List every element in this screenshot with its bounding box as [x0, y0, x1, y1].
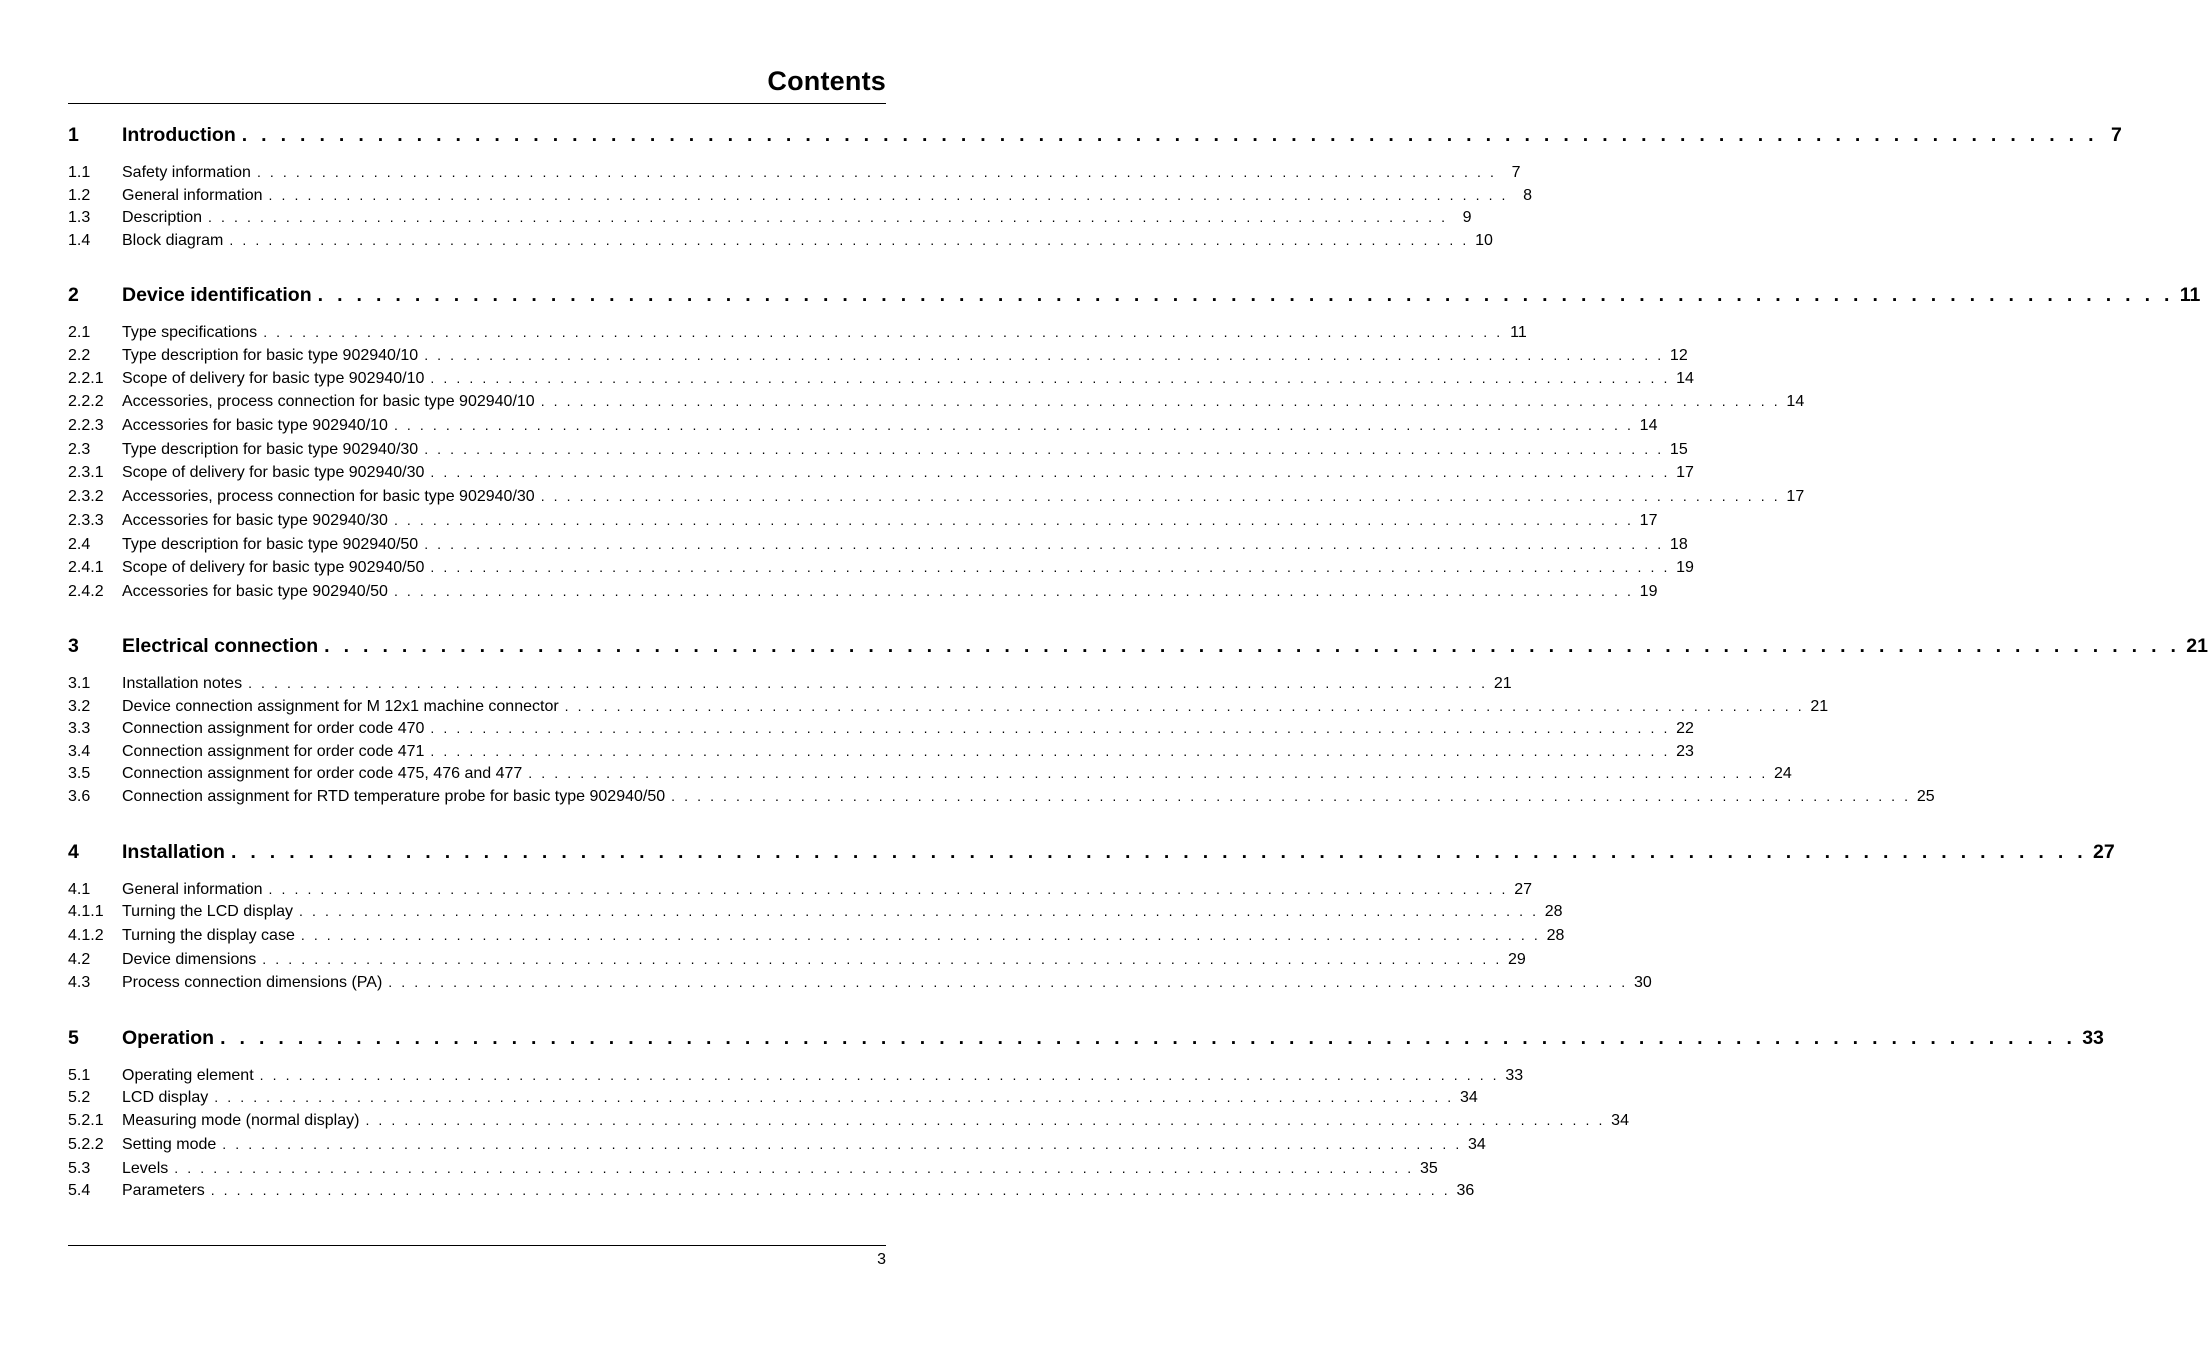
entry-dot-leader: . . . . . . . . . . . . . . . . . . . . . . . . . . . . . . . . . . . . . . . . . . . . . . . . . . . . . . . . . . . . . . . . . . . . . . . . . . . . . . . . . . . . . . . . . . . . . . . .: [564, 698, 1805, 714]
footer-rule: [68, 1245, 886, 1246]
footer-page-number: 3: [877, 1251, 886, 1268]
entry-number: 3.3: [68, 720, 91, 737]
entry-number: 5.2: [68, 1089, 91, 1106]
entry-page-number: 12: [1669, 347, 1688, 364]
toc-entry-row[interactable]: [68, 1089, 1478, 1107]
entry-page-number: 24: [1774, 765, 1792, 782]
entry-label: Block diagram: [122, 232, 224, 249]
toc-entry-row[interactable]: [68, 743, 1694, 761]
entry-label: Turning the LCD display: [122, 903, 294, 920]
entry-number: 3.6: [68, 788, 91, 805]
entry-label: Accessories for basic type 902940/30: [122, 512, 388, 529]
entry-dot-leader: . . . . . . . . . . . . . . . . . . . . . . . . . . . . . . . . . . . . . . . . . . . . . . . . . . . . . . . . . . . . . . . . . . . . . . . . . . . . . . . . . . . . . . . . . . . . . . . .: [671, 788, 1911, 804]
entry-number: 1.3: [68, 209, 91, 226]
toc-entry-row[interactable]: [68, 881, 1533, 899]
toc-entry-row[interactable]: [68, 393, 1805, 411]
entry-number: 3.5: [68, 765, 91, 782]
entry-dot-leader: . . . . . . . . . . . . . . . . . . . . . . . . . . . . . . . . . . . . . . . . . . . . . . . . . . . . . . . . . . . . . . . . . . . . . . . . . . . . . . . . . . . . . . . . . . . . . . . .: [430, 743, 1670, 759]
entry-number: 3.4: [68, 743, 91, 760]
header-rule: [68, 103, 886, 104]
section-number: 1: [68, 124, 79, 146]
section-number: 4: [68, 841, 79, 863]
toc-entry-row[interactable]: [68, 559, 1694, 577]
entry-page-number: 35: [1419, 1160, 1438, 1177]
entry-page-number: 28: [1544, 903, 1563, 920]
entry-dot-leader: . . . . . . . . . . . . . . . . . . . . . . . . . . . . . . . . . . . . . . . . . . . . . . . . . . . . . . . . . . . . . . . . . . . . . . . . . . . . . . . . . . . . . . . . . . . . . . . .: [214, 1089, 1454, 1105]
toc-entry-row[interactable]: [68, 464, 1694, 482]
entry-number: 2.2: [68, 347, 91, 364]
entry-page-number: 25: [1916, 788, 1935, 805]
entry-dot-leader: . . . . . . . . . . . . . . . . . . . . . . . . . . . . . . . . . . . . . . . . . . . . . . . . . . . . . . . . . . . . . . . . . . . . . . . . . . . . . . . . . . . . . . . . . . . . . . . .: [262, 951, 1502, 967]
toc-entry-row[interactable]: [68, 698, 1829, 716]
entry-number: 5.2.1: [68, 1112, 104, 1129]
entry-page-number: 19: [1639, 583, 1658, 600]
toc-section-row[interactable]: [68, 124, 2122, 147]
toc-entry-row[interactable]: [68, 1182, 1475, 1200]
section-number: 3: [68, 635, 79, 657]
entry-dot-leader: . . . . . . . . . . . . . . . . . . . . . . . . . . . . . . . . . . . . . . . . . . . . . . . . . . . . . . . . . . . . . . . . . . . . . . . . . . . . . . . . . . . . . . . . . . . . . . . .: [430, 720, 1670, 736]
entry-number: 2.4: [68, 536, 91, 553]
entry-page-number: 21: [1810, 698, 1829, 715]
entry-label: Type description for basic type 902940/10: [122, 347, 419, 364]
entry-number: 2.3.3: [68, 512, 104, 529]
entry-label: Connection assignment for order code 475, 476 and 477: [122, 765, 523, 782]
entry-page-number: 10: [1475, 232, 1493, 249]
toc-section-row[interactable]: [68, 284, 2201, 307]
entry-label: Process connection dimensions (PA): [122, 974, 383, 991]
entry-page-number: 34: [1468, 1136, 1486, 1153]
entry-dot-leader: . . . . . . . . . . . . . . . . . . . . . . . . . . . . . . . . . . . . . . . . . . . . . . . . . . . . . . . . . . . . . . . . . . . . . . . . . . . . . . . . . . . . . . . . . . . . . . . .: [528, 765, 1768, 781]
entry-number: 5.1: [68, 1067, 91, 1084]
section-page-number: 27: [2093, 841, 2115, 863]
section-dot-leader: . . . . . . . . . . . . . . . . . . . . . . . . . . . . . . . . . . . . . . . . . . . . . . . . . . . . . . . . . . . . . . . . . . . . . . . . . . . . . . . . . . . . . . . . . . . . . . . .: [230, 841, 2088, 863]
entry-label: Setting mode: [122, 1136, 217, 1153]
entry-number: 4.3: [68, 974, 91, 991]
entry-number: 3.1: [68, 675, 91, 692]
entry-label: Measuring mode (normal display): [122, 1112, 360, 1129]
toc-entry-row[interactable]: [68, 675, 1512, 693]
entry-page-number: 18: [1669, 536, 1688, 553]
entry-label: Scope of delivery for basic type 902940/50: [122, 559, 425, 576]
entry-dot-leader: . . . . . . . . . . . . . . . . . . . . . . . . . . . . . . . . . . . . . . . . . . . . . . . . . . . . . . . . . . . . . . . . . . . . . . . . . . . . . . . . . . . . . . . . . . . . . . . .: [268, 187, 1509, 203]
entry-number: 2.4.2: [68, 583, 104, 600]
entry-label: General information: [122, 881, 263, 898]
entry-label: Levels: [122, 1160, 169, 1177]
entry-dot-leader: . . . . . . . . . . . . . . . . . . . . . . . . . . . . . . . . . . . . . . . . . . . . . . . . . . . . . . . . . . . . . . . . . . . . . . . . . . . . . . . . . . . . . . . . . . . . . . . .: [393, 417, 1634, 433]
toc-section-row[interactable]: [68, 1027, 2104, 1050]
entry-label: Operating element: [122, 1067, 254, 1084]
entry-label: Accessories for basic type 902940/50: [122, 583, 388, 600]
toc-entry-row[interactable]: [68, 370, 1694, 388]
section-dot-leader: . . . . . . . . . . . . . . . . . . . . . . . . . . . . . . . . . . . . . . . . . . . . . . . . . . . . . . . . . . . . . . . . . . . . . . . . . . . . . . . . . . . . . . . . . . . . . . . .: [324, 635, 2181, 657]
entry-number: 5.2.2: [68, 1136, 104, 1153]
entry-number: 1.4: [68, 232, 91, 249]
entry-page-number: 17: [1676, 464, 1694, 481]
toc-entry-row[interactable]: [68, 974, 1652, 992]
entry-dot-leader: . . . . . . . . . . . . . . . . . . . . . . . . . . . . . . . . . . . . . . . . . . . . . . . . . . . . . . . . . . . . . . . . . . . . . . . . . . . . . . . . . . . . . . . . . . . . . . . .: [174, 1160, 1414, 1176]
entry-dot-leader: . . . . . . . . . . . . . . . . . . . . . . . . . . . . . . . . . . . . . . . . . . . . . . . . . . . . . . . . . . . . . . . . . . . . . . . . . . . . . . . . . . . . . . . . . . . . . . . .: [210, 1182, 1451, 1198]
toc-entry-row[interactable]: [68, 720, 1694, 738]
section-page-number: 33: [2082, 1027, 2104, 1049]
section-label: Introduction: [122, 124, 236, 146]
entry-label: Description: [122, 209, 203, 226]
toc-entry-row[interactable]: [68, 164, 1521, 182]
toc-entry-row[interactable]: [68, 1136, 1486, 1154]
toc-entry-row[interactable]: [68, 187, 1533, 205]
entry-label: Turning the display case: [122, 927, 295, 944]
entry-dot-leader: . . . . . . . . . . . . . . . . . . . . . . . . . . . . . . . . . . . . . . . . . . . . . . . . . . . . . . . . . . . . . . . . . . . . . . . . . . . . . . . . . . . . . . . . . . . . . . . .: [300, 927, 1541, 943]
toc-entry-row[interactable]: [68, 583, 1658, 601]
entry-dot-leader: . . . . . . . . . . . . . . . . . . . . . . . . . . . . . . . . . . . . . . . . . . . . . . . . . . . . . . . . . . . . . . . . . . . . . . . . . . . . . . . . . . . . . . . . . . . . . . . .: [424, 347, 1664, 363]
toc-entry-row[interactable]: [68, 1067, 1524, 1085]
toc-entry-row[interactable]: [68, 1112, 1629, 1130]
entry-dot-leader: . . . . . . . . . . . . . . . . . . . . . . . . . . . . . . . . . . . . . . . . . . . . . . . . . . . . . . . . . . . . . . . . . . . . . . . . . . . . . . . . . . . . . . . . . . . . . . . .: [208, 209, 1448, 225]
entry-page-number: 29: [1508, 951, 1526, 968]
entry-dot-leader: . . . . . . . . . . . . . . . . . . . . . . . . . . . . . . . . . . . . . . . . . . . . . . . . . . . . . . . . . . . . . . . . . . . . . . . . . . . . . . . . . . . . . . . . . . . . . . . .: [393, 512, 1634, 528]
entry-page-number: 9: [1462, 209, 1472, 226]
entry-number: 2.2.2: [68, 393, 104, 410]
entry-label: Type specifications: [122, 324, 258, 341]
entry-page-number: 15: [1669, 441, 1688, 458]
section-page-number: 7: [2110, 124, 2122, 146]
section-label: Device identification: [122, 284, 312, 306]
toc-entry-row[interactable]: [68, 488, 1805, 506]
entry-dot-leader: . . . . . . . . . . . . . . . . . . . . . . . . . . . . . . . . . . . . . . . . . . . . . . . . . . . . . . . . . . . . . . . . . . . . . . . . . . . . . . . . . . . . . . . . . . . . . . . .: [229, 232, 1469, 248]
entry-label: Accessories for basic type 902940/10: [122, 417, 388, 434]
entry-label: Type description for basic type 902940/50: [122, 536, 419, 553]
entry-label: Connection assignment for RTD temperature probe for basic type 902940/50: [122, 788, 666, 805]
toc-entry-row[interactable]: [68, 441, 1688, 459]
entry-label: Connection assignment for order code 471: [122, 743, 425, 760]
entry-number: 4.1.2: [68, 927, 104, 944]
section-dot-leader: . . . . . . . . . . . . . . . . . . . . . . . . . . . . . . . . . . . . . . . . . . . . . . . . . . . . . . . . . . . . . . . . . . . . . . . . . . . . . . . . . . . . . . . . . . . . . . . .: [241, 124, 2098, 146]
toc-entry-row[interactable]: [68, 765, 1792, 783]
entry-page-number: 17: [1639, 512, 1658, 529]
entry-number: 5.4: [68, 1182, 91, 1199]
entry-page-number: 14: [1786, 393, 1805, 410]
entry-dot-leader: . . . . . . . . . . . . . . . . . . . . . . . . . . . . . . . . . . . . . . . . . . . . . . . . . . . . . . . . . . . . . . . . . . . . . . . . . . . . . . . . . . . . . . . . . . . . . . . .: [540, 488, 1781, 504]
entry-dot-leader: . . . . . . . . . . . . . . . . . . . . . . . . . . . . . . . . . . . . . . . . . . . . . . . . . . . . . . . . . . . . . . . . . . . . . . . . . . . . . . . . . . . . . . . . . . . . . . . .: [424, 536, 1664, 552]
entry-number: 4.2: [68, 951, 91, 968]
entry-page-number: 33: [1505, 1067, 1524, 1084]
entry-number: 2.4.1: [68, 559, 104, 576]
entry-number: 2.3.1: [68, 464, 104, 481]
toc-entry-row[interactable]: [68, 536, 1688, 554]
entry-dot-leader: . . . . . . . . . . . . . . . . . . . . . . . . . . . . . . . . . . . . . . . . . . . . . . . . . . . . . . . . . . . . . . . . . . . . . . . . . . . . . . . . . . . . . . . . . . . . . . . .: [393, 583, 1634, 599]
entry-dot-leader: . . . . . . . . . . . . . . . . . . . . . . . . . . . . . . . . . . . . . . . . . . . . . . . . . . . . . . . . . . . . . . . . . . . . . . . . . . . . . . . . . . . . . . . . . . . . . . . .: [256, 164, 1497, 180]
entry-page-number: 11: [1510, 324, 1527, 341]
entry-page-number: 21: [1493, 675, 1512, 692]
section-number: 5: [68, 1027, 79, 1049]
section-page-number: 21: [2186, 635, 2208, 657]
entry-label: Accessories, process connection for basic type 902940/30: [122, 488, 535, 505]
page-title: Contents: [767, 66, 886, 96]
entry-dot-leader: . . . . . . . . . . . . . . . . . . . . . . . . . . . . . . . . . . . . . . . . . . . . . . . . . . . . . . . . . . . . . . . . . . . . . . . . . . . . . . . . . . . . . . . . . . . . . . . .: [430, 559, 1670, 575]
entry-label: LCD display: [122, 1089, 209, 1106]
entry-page-number: 34: [1460, 1089, 1478, 1106]
entry-label: Connection assignment for order code 470: [122, 720, 425, 737]
entry-label: Type description for basic type 902940/30: [122, 441, 419, 458]
entry-label: Accessories, process connection for basic type 902940/10: [122, 393, 535, 410]
entry-dot-leader: . . . . . . . . . . . . . . . . . . . . . . . . . . . . . . . . . . . . . . . . . . . . . . . . . . . . . . . . . . . . . . . . . . . . . . . . . . . . . . . . . . . . . . . . . . . . . . . .: [248, 675, 1488, 691]
entry-number: 2.1: [68, 324, 91, 341]
toc-entry-row[interactable]: [68, 347, 1688, 365]
toc-entry-row[interactable]: [68, 512, 1658, 530]
section-label: Installation: [122, 841, 225, 863]
entry-label: Device dimensions: [122, 951, 257, 968]
entry-dot-leader: . . . . . . . . . . . . . . . . . . . . . . . . . . . . . . . . . . . . . . . . . . . . . . . . . . . . . . . . . . . . . . . . . . . . . . . . . . . . . . . . . . . . . . . . . . . . . . . .: [263, 324, 1503, 340]
entry-number: 1.1: [68, 164, 91, 181]
section-label: Operation: [122, 1027, 215, 1049]
toc-entry-row[interactable]: [68, 324, 1527, 342]
entry-dot-leader: . . . . . . . . . . . . . . . . . . . . . . . . . . . . . . . . . . . . . . . . . . . . . . . . . . . . . . . . . . . . . . . . . . . . . . . . . . . . . . . . . . . . . . . . . . . . . . . .: [259, 1067, 1500, 1083]
entry-dot-leader: . . . . . . . . . . . . . . . . . . . . . . . . . . . . . . . . . . . . . . . . . . . . . . . . . . . . . . . . . . . . . . . . . . . . . . . . . . . . . . . . . . . . . . . . . . . . . . . .: [222, 1136, 1462, 1152]
entry-number: 1.2: [68, 187, 91, 204]
entry-dot-leader: . . . . . . . . . . . . . . . . . . . . . . . . . . . . . . . . . . . . . . . . . . . . . . . . . . . . . . . . . . . . . . . . . . . . . . . . . . . . . . . . . . . . . . . . . . . . . . . .: [424, 441, 1664, 457]
entry-label: Device connection assignment for M 12x1 machine connector: [122, 698, 559, 715]
entry-page-number: 27: [1514, 881, 1533, 898]
entry-page-number: 22: [1676, 720, 1694, 737]
entry-dot-leader: . . . . . . . . . . . . . . . . . . . . . . . . . . . . . . . . . . . . . . . . . . . . . . . . . . . . . . . . . . . . . . . . . . . . . . . . . . . . . . . . . . . . . . . . . . . . . . . .: [388, 974, 1628, 990]
section-label: Electrical connection: [122, 635, 319, 657]
entry-number: 5.3: [68, 1160, 91, 1177]
entry-label: Installation notes: [122, 675, 243, 692]
entry-number: 4.1: [68, 881, 91, 898]
section-dot-leader: . . . . . . . . . . . . . . . . . . . . . . . . . . . . . . . . . . . . . . . . . . . . . . . . . . . . . . . . . . . . . . . . . . . . . . . . . . . . . . . . . . . . . . . . . . . . . . . .: [317, 284, 2174, 306]
toc-entry-row[interactable]: [68, 788, 1935, 806]
toc-entry-row[interactable]: [68, 209, 1472, 227]
toc-entry-row[interactable]: [68, 951, 1526, 969]
entry-page-number: 14: [1676, 370, 1694, 387]
toc-entry-row[interactable]: [68, 417, 1658, 435]
entry-page-number: 19: [1676, 559, 1694, 576]
entry-dot-leader: . . . . . . . . . . . . . . . . . . . . . . . . . . . . . . . . . . . . . . . . . . . . . . . . . . . . . . . . . . . . . . . . . . . . . . . . . . . . . . . . . . . . . . . . . . . . . . . .: [430, 370, 1670, 386]
entry-label: Scope of delivery for basic type 902940/30: [122, 464, 425, 481]
toc-entry-row[interactable]: [68, 903, 1563, 921]
section-number: 2: [68, 284, 79, 306]
toc-entry-row[interactable]: [68, 927, 1565, 945]
entry-page-number: 7: [1511, 164, 1521, 181]
toc-entry-row[interactable]: [68, 232, 1493, 250]
entry-number: 4.1.1: [68, 903, 104, 920]
entry-label: Safety information: [122, 164, 251, 181]
entry-page-number: 28: [1546, 927, 1565, 944]
entry-dot-leader: . . . . . . . . . . . . . . . . . . . . . . . . . . . . . . . . . . . . . . . . . . . . . . . . . . . . . . . . . . . . . . . . . . . . . . . . . . . . . . . . . . . . . . . . . . . . . . . .: [365, 1112, 1605, 1128]
entry-number: 2.3: [68, 441, 91, 458]
entry-dot-leader: . . . . . . . . . . . . . . . . . . . . . . . . . . . . . . . . . . . . . . . . . . . . . . . . . . . . . . . . . . . . . . . . . . . . . . . . . . . . . . . . . . . . . . . . . . . . . . . .: [540, 393, 1781, 409]
entry-page-number: 17: [1786, 488, 1805, 505]
entry-label: Parameters: [122, 1182, 205, 1199]
entry-page-number: 23: [1676, 743, 1694, 760]
entry-page-number: 36: [1456, 1182, 1475, 1199]
entry-number: 2.3.2: [68, 488, 104, 505]
entry-page-number: 30: [1634, 974, 1652, 991]
section-page-number: 11: [2179, 284, 2201, 306]
entry-label: Scope of delivery for basic type 902940/10: [122, 370, 425, 387]
entry-number: 3.2: [68, 698, 91, 715]
entry-page-number: 8: [1523, 187, 1533, 204]
entry-dot-leader: . . . . . . . . . . . . . . . . . . . . . . . . . . . . . . . . . . . . . . . . . . . . . . . . . . . . . . . . . . . . . . . . . . . . . . . . . . . . . . . . . . . . . . . . . . . . . . . .: [430, 464, 1670, 480]
entry-number: 2.2.1: [68, 370, 104, 387]
toc-section-row[interactable]: [68, 841, 2115, 864]
entry-number: 2.2.3: [68, 417, 104, 434]
toc-section-row[interactable]: [68, 635, 2208, 658]
entry-dot-leader: . . . . . . . . . . . . . . . . . . . . . . . . . . . . . . . . . . . . . . . . . . . . . . . . . . . . . . . . . . . . . . . . . . . . . . . . . . . . . . . . . . . . . . . . . . . . . . . .: [268, 881, 1509, 897]
toc-entry-row[interactable]: [68, 1160, 1438, 1178]
entry-page-number: 14: [1639, 417, 1658, 434]
section-dot-leader: . . . . . . . . . . . . . . . . . . . . . . . . . . . . . . . . . . . . . . . . . . . . . . . . . . . . . . . . . . . . . . . . . . . . . . . . . . . . . . . . . . . . . . . . . . . . . . . .: [220, 1027, 2077, 1049]
entry-label: General information: [122, 187, 263, 204]
entry-page-number: 34: [1611, 1112, 1629, 1129]
entry-dot-leader: . . . . . . . . . . . . . . . . . . . . . . . . . . . . . . . . . . . . . . . . . . . . . . . . . . . . . . . . . . . . . . . . . . . . . . . . . . . . . . . . . . . . . . . . . . . . . . . .: [299, 903, 1539, 919]
